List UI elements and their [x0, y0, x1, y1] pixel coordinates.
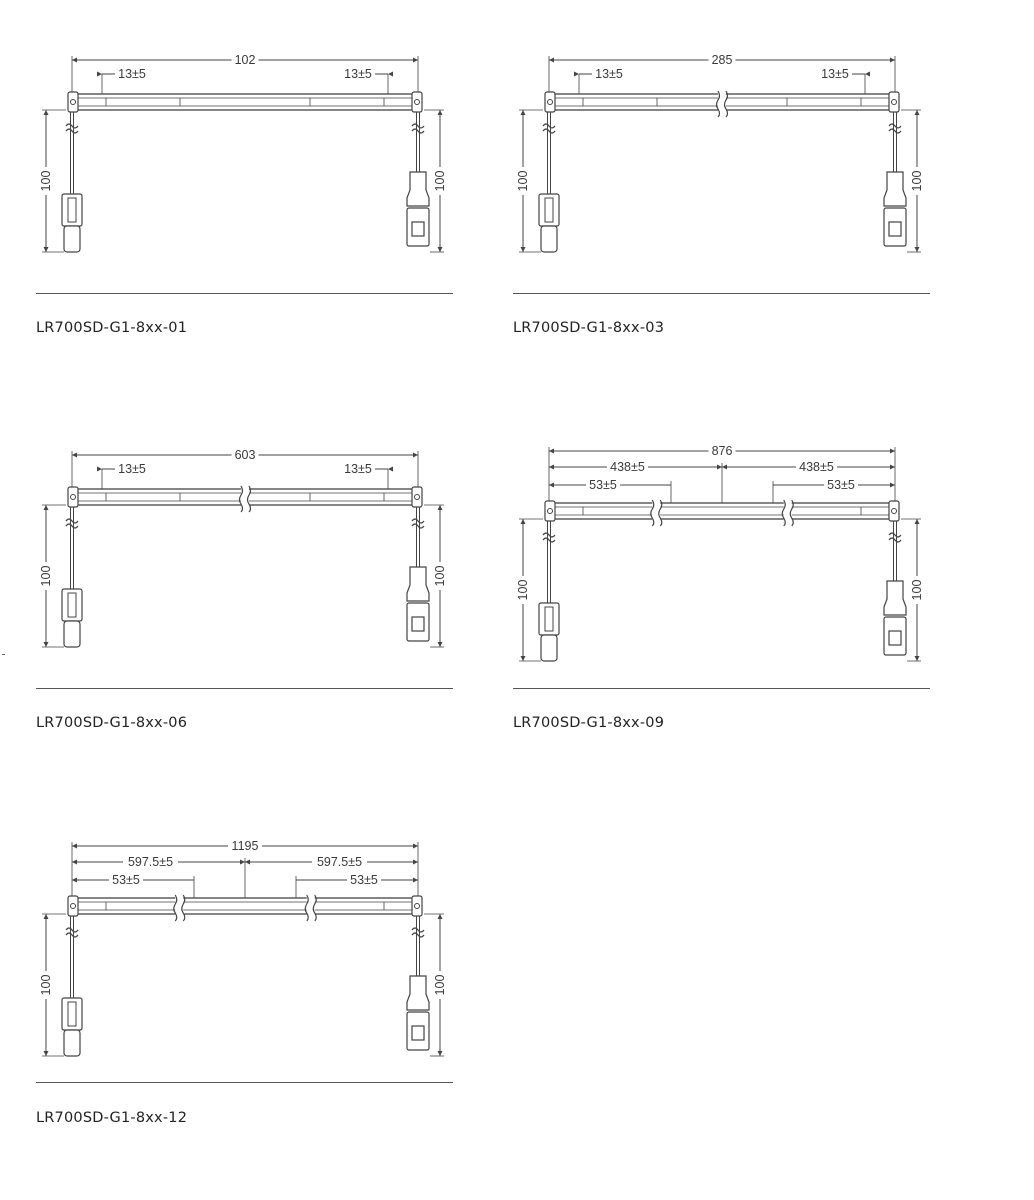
end-cap-left [545, 92, 555, 112]
divider-line [36, 688, 453, 689]
arrowhead [890, 465, 895, 470]
connector-housing [407, 172, 429, 206]
arrowhead [438, 914, 443, 919]
arrowhead [438, 642, 443, 647]
connector-plug [64, 226, 80, 252]
arrowhead [413, 878, 418, 883]
arrowhead [413, 453, 418, 458]
arrowhead [915, 247, 920, 252]
connector-plug [64, 1030, 80, 1056]
arrowhead [915, 110, 920, 115]
divider-line [36, 293, 453, 294]
arrowhead [72, 58, 77, 63]
arrowhead [549, 58, 554, 63]
arrowhead [438, 505, 443, 510]
connector-housing [62, 194, 82, 226]
arrowhead [915, 519, 920, 524]
offset-right-label: 13±5 [344, 67, 372, 81]
arrowhead [722, 465, 727, 470]
connector-housing [539, 194, 559, 226]
arrowhead [72, 860, 77, 865]
technical-drawing [30, 40, 460, 270]
height-right-label: 100 [910, 170, 924, 192]
wire-break-mark [66, 129, 78, 133]
divider-line [36, 1082, 453, 1083]
connector-plug [884, 617, 906, 655]
height-right-label: 100 [433, 974, 447, 996]
end-cap-right [889, 92, 899, 112]
end-cap-right [889, 501, 899, 521]
arrowhead [438, 1051, 443, 1056]
wire-break-mark [543, 533, 555, 537]
arrowhead [521, 247, 526, 252]
drawing-caption: LR700SD-G1-8xx-03 [513, 320, 665, 336]
technical-drawing [30, 435, 460, 665]
connector-plug [541, 226, 557, 252]
overall-length-label: 1195 [231, 839, 259, 853]
height-left-label: 100 [39, 170, 53, 192]
connector-plug [541, 635, 557, 661]
arrowhead [72, 453, 77, 458]
end-cap-left [68, 487, 78, 507]
connector-housing [539, 603, 559, 635]
arrowhead [413, 860, 418, 865]
stray-mark [2, 654, 5, 655]
end-cap-right [412, 487, 422, 507]
arrowhead [549, 465, 554, 470]
wire-break-mark [66, 524, 78, 528]
arrowhead [521, 656, 526, 661]
offset-right-label: 53±5 [827, 478, 855, 492]
connector-plug [64, 621, 80, 647]
connector-housing [884, 581, 906, 615]
arrowhead [245, 860, 250, 865]
led-strip-body [70, 898, 420, 914]
drawing-caption: LR700SD-G1-8xx-09 [513, 715, 665, 731]
arrowhead [717, 465, 722, 470]
arrowhead [574, 72, 579, 77]
drawing-caption: LR700SD-G1-8xx-06 [36, 715, 188, 731]
half-length-left-label: 597.5±5 [127, 855, 174, 869]
technical-drawing [30, 830, 460, 1060]
height-right-label: 100 [433, 565, 447, 587]
wire-break-mark [889, 129, 901, 133]
end-cap-left [68, 92, 78, 112]
arrowhead [388, 467, 393, 472]
height-right-label: 100 [910, 579, 924, 601]
overall-length-label: 285 [711, 53, 733, 67]
wire-break-mark [543, 124, 555, 128]
arrowhead [44, 1051, 49, 1056]
connector-plug [407, 208, 429, 246]
end-cap-left [68, 896, 78, 916]
end-cap-left [545, 501, 555, 521]
height-left-label: 100 [39, 565, 53, 587]
arrowhead [890, 58, 895, 63]
offset-right-label: 13±5 [821, 67, 849, 81]
wire-break-mark [543, 538, 555, 542]
wire-break-mark [889, 124, 901, 128]
wire-break-mark [412, 928, 424, 932]
arrowhead [72, 878, 77, 883]
half-length-right-label: 438±5 [799, 460, 834, 474]
end-cap-right [412, 92, 422, 112]
height-right-label: 100 [433, 170, 447, 192]
wire-break-mark [412, 124, 424, 128]
arrowhead [240, 860, 245, 865]
connector-plug [407, 603, 429, 641]
wire-break-mark [66, 933, 78, 937]
offset-left-label: 53±5 [589, 478, 617, 492]
half-length-right-label: 597.5±5 [316, 855, 363, 869]
arrowhead [44, 914, 49, 919]
wire-break-mark [66, 519, 78, 523]
arrowhead [549, 449, 554, 454]
offset-right-label: 13±5 [344, 462, 372, 476]
wire-break-mark [889, 533, 901, 537]
connector-housing [407, 976, 429, 1010]
arrowhead [890, 483, 895, 488]
overall-length-label: 102 [234, 53, 256, 67]
wire-break-mark [412, 519, 424, 523]
technical-drawing [507, 435, 937, 665]
height-left-label: 100 [39, 974, 53, 996]
divider-line [513, 293, 930, 294]
arrowhead [549, 483, 554, 488]
divider-line [513, 688, 930, 689]
offset-left-label: 53±5 [112, 873, 140, 887]
wire-break-mark [412, 129, 424, 133]
arrowhead [521, 110, 526, 115]
arrowhead [438, 110, 443, 115]
arrowhead [521, 519, 526, 524]
overall-length-label: 876 [711, 444, 733, 458]
height-left-label: 100 [516, 170, 530, 192]
arrowhead [388, 72, 393, 77]
wire-break-mark [66, 124, 78, 128]
arrowhead [413, 844, 418, 849]
overall-length-label: 603 [234, 448, 256, 462]
arrowhead [865, 72, 870, 77]
connector-plug [407, 1012, 429, 1050]
connector-housing [884, 172, 906, 206]
wire-break-mark [66, 928, 78, 932]
arrowhead [438, 247, 443, 252]
wire-break-mark [543, 129, 555, 133]
arrowhead [44, 110, 49, 115]
arrowhead [72, 844, 77, 849]
end-cap-right [412, 896, 422, 916]
offset-left-label: 13±5 [118, 67, 146, 81]
arrowhead [915, 656, 920, 661]
drawing-caption: LR700SD-G1-8xx-01 [36, 320, 188, 336]
connector-housing [62, 998, 82, 1030]
arrowhead [97, 467, 102, 472]
arrowhead [890, 449, 895, 454]
connector-housing [62, 589, 82, 621]
half-length-left-label: 438±5 [610, 460, 645, 474]
technical-drawing [507, 40, 937, 270]
connector-plug [884, 208, 906, 246]
offset-left-label: 13±5 [595, 67, 623, 81]
arrowhead [44, 642, 49, 647]
drawing-caption: LR700SD-G1-8xx-12 [36, 1110, 188, 1126]
height-left-label: 100 [516, 579, 530, 601]
arrowhead [97, 72, 102, 77]
arrowhead [413, 58, 418, 63]
arrowhead [44, 247, 49, 252]
led-strip-body [547, 503, 897, 519]
offset-right-label: 53±5 [350, 873, 378, 887]
wire-break-mark [412, 933, 424, 937]
wire-break-mark [412, 524, 424, 528]
wire-break-mark [889, 538, 901, 542]
led-strip-body [70, 94, 420, 110]
arrowhead [44, 505, 49, 510]
offset-left-label: 13±5 [118, 462, 146, 476]
connector-housing [407, 567, 429, 601]
